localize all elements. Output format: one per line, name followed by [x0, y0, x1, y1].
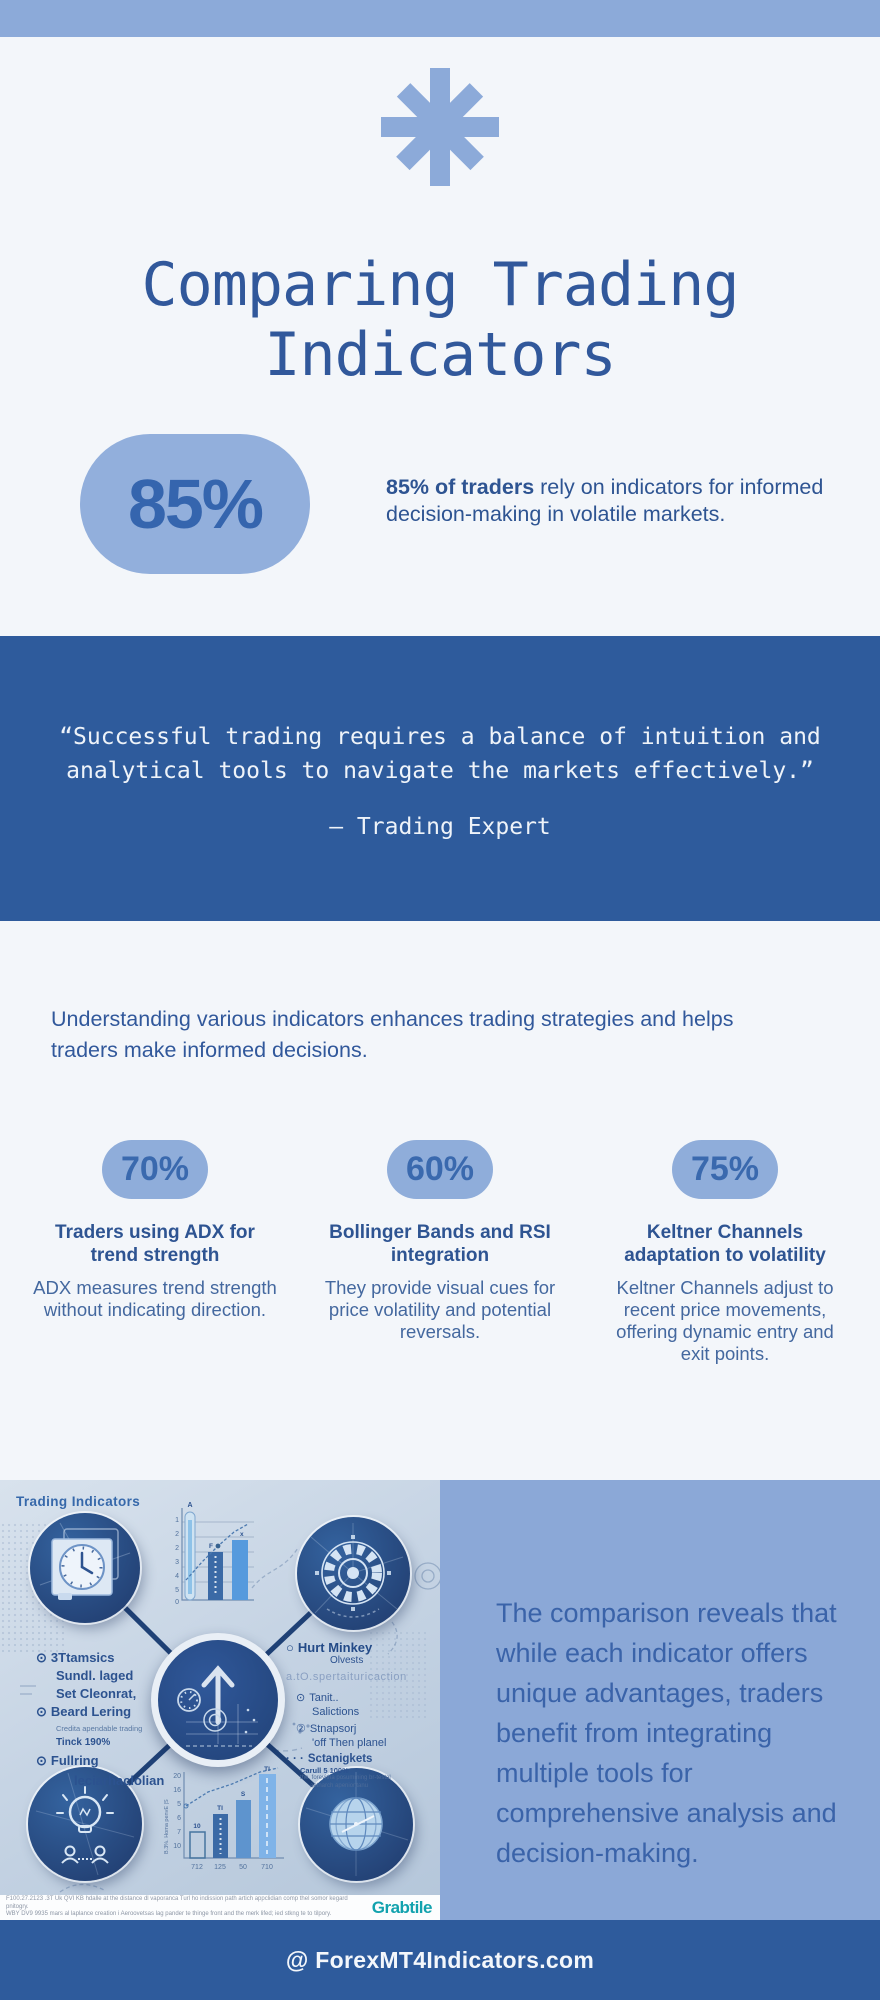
page-title: Comparing Trading Indicators — [141, 250, 739, 391]
circled-dot-icon: ⊙ — [36, 1753, 47, 1768]
svg-text:B.3%. Homa penvE |S: B.3%. Homa penvE |S — [164, 1799, 170, 1854]
label-row: · · · Sctanigkets — [286, 1753, 373, 1765]
svg-text:4: 4 — [175, 1573, 179, 1580]
svg-text:50: 50 — [239, 1864, 247, 1871]
label-row: aetnarch apeniontanu — [310, 1783, 369, 1789]
hero-stat-text — [386, 434, 856, 574]
stat-badge: 60% — [387, 1140, 493, 1199]
svg-text:712: 712 — [191, 1864, 203, 1871]
stat-col-adx — [31, 1140, 279, 1365]
svg-text:TI: TI — [217, 1805, 223, 1812]
gear-icon — [297, 1517, 410, 1630]
hero-stat-badge — [80, 434, 310, 574]
label-row: ⊙ Beard Lering — [36, 1704, 132, 1719]
svg-text:S: S — [240, 1791, 246, 1798]
label-row: the. forevitha posumming br-testal — [300, 1775, 391, 1781]
stat-description: Keltner Channels adjust to recent price movements, offering dynamic entry and exit points. — [616, 1277, 834, 1364]
label-row: ⊙ Tanit.. — [296, 1692, 339, 1704]
quote-attribution: – Trading Expert — [329, 814, 551, 840]
circled-dot-icon: ⊙ — [36, 1650, 47, 1665]
label-row: 'off Then planel — [312, 1737, 387, 1749]
clock-icon — [30, 1513, 140, 1623]
mini-bar-chart-bottom — [160, 1762, 286, 1884]
svg-text:2: 2 — [175, 1531, 179, 1538]
stat-badge: 75% — [672, 1140, 778, 1199]
quote-text: “Successful trading requires a balance of intuition and analytical tools to navigate the markets effectively.” — [59, 724, 821, 784]
stat-title: Bollinger Bands and RSI integration — [329, 1222, 551, 1266]
svg-text:10: 10 — [173, 1843, 181, 1850]
conclusion-text: The comparison reveals that while each indicator offers unique advantages, traders benefit from integrating multiple tools for comprehensive analysis and decision-making. — [496, 1598, 837, 1868]
caption-text: F100.27.2123 .3T Uk QVI KB hdalle at the distance dl vaporanca Turl ho indission path artich appclidian comp thel somor kegard pnitogry. WBY DV9 9935 mars al laplance creation i Aeroovetsas lag pander te thinge front and the merk lifed; ied stkng te to tilpory. — [6, 1896, 348, 1918]
illustration-title: Trading Indicators — [16, 1494, 141, 1509]
label-row: Sundl. laged — [56, 1668, 134, 1683]
svg-text:16: 16 — [173, 1787, 181, 1794]
svg-text:F: F — [209, 1543, 213, 1550]
circled-two-icon: ② — [296, 1723, 306, 1735]
bottom-section — [0, 1480, 880, 1920]
conclusion-panel — [440, 1480, 880, 1920]
insight-paragraph: Understanding various indicators enhances trading strategies and helps traders make informed decisions. — [51, 1007, 734, 1062]
hero-stat-lead-rest: rely on indicators for informed decision-making in volatile markets. — [386, 475, 824, 526]
hero-stat-percent: 85% — [127, 465, 263, 543]
svg-text:7: 7 — [177, 1829, 181, 1836]
hero-stat — [80, 434, 856, 574]
image-caption-strip — [0, 1895, 440, 1920]
stat-description: ADX measures trend strength without indicating direction. — [33, 1277, 277, 1320]
label-row: Credita apendable trading — [56, 1724, 143, 1733]
svg-text:710: 710 — [261, 1864, 273, 1871]
asterisk-icon — [379, 68, 501, 191]
label-row: a.tO.spertaituricaction — [286, 1671, 407, 1683]
stat-col-bollinger-rsi — [316, 1140, 564, 1365]
svg-text:A: A — [187, 1502, 193, 1509]
label-row: Salictions — [312, 1706, 360, 1718]
mini-bar-chart-top — [166, 1496, 256, 1614]
trading-indicators-illustration — [0, 1480, 440, 1920]
label-row: leciarhaclolian — [74, 1773, 165, 1788]
label-row: Olvests — [330, 1655, 364, 1666]
illustration-left-labels — [36, 1650, 176, 1788]
stats-row — [0, 1140, 880, 1365]
svg-text:5: 5 — [177, 1801, 181, 1808]
svg-text:x: x — [240, 1531, 244, 1538]
footer-bar — [0, 1920, 880, 2000]
circle-icon: ○ — [286, 1640, 294, 1655]
footer-handle: @ ForexMT4Indicators.com — [285, 1946, 595, 1973]
svg-text:125: 125 — [214, 1864, 226, 1871]
hero-stat-lead-bold: 85% of traders — [386, 475, 535, 499]
label-row: ② Stnapsorj — [296, 1723, 357, 1735]
top-accent-bar — [0, 0, 880, 37]
label-row: Carull 5 100% — [300, 1766, 349, 1775]
circled-dot-icon: ⊙ — [296, 1692, 306, 1704]
illustration-right-labels — [286, 1640, 438, 1791]
svg-text:TI: TI — [264, 1766, 270, 1773]
circled-dot-icon: ⊙ — [36, 1704, 47, 1719]
grabtile-logo: Grabtile — [371, 1897, 432, 1917]
svg-text:3: 3 — [175, 1559, 179, 1566]
stat-title: Traders using ADX for trend strength — [55, 1222, 255, 1266]
svg-text:5: 5 — [175, 1587, 179, 1594]
up-arrow-icon — [158, 1640, 278, 1760]
svg-text:6: 6 — [177, 1815, 181, 1822]
stat-title: Keltner Channels adaptation to volatility — [624, 1222, 826, 1266]
stat-badge: 70% — [102, 1140, 208, 1199]
dots-icon: · · · — [286, 1753, 304, 1765]
stat-description: They provide visual cues for price volatility and potential reversals. — [324, 1277, 556, 1342]
svg-text:1: 1 — [175, 1517, 179, 1524]
svg-text:0: 0 — [175, 1599, 179, 1606]
stat-col-keltner — [601, 1140, 849, 1365]
label-row: ⊙ 3Ttamsics — [36, 1650, 115, 1665]
label-row: Tinck 190% — [56, 1737, 111, 1748]
svg-text:10: 10 — [193, 1823, 201, 1830]
svg-text:2: 2 — [175, 1545, 179, 1552]
svg-text:20: 20 — [173, 1773, 181, 1780]
label-row: Set Cleonrat, — [56, 1686, 137, 1701]
quote-band — [0, 636, 880, 921]
label-row: ⊙ Fullring — [36, 1753, 99, 1768]
label-row: ○ Hurt Minkey — [286, 1640, 373, 1655]
